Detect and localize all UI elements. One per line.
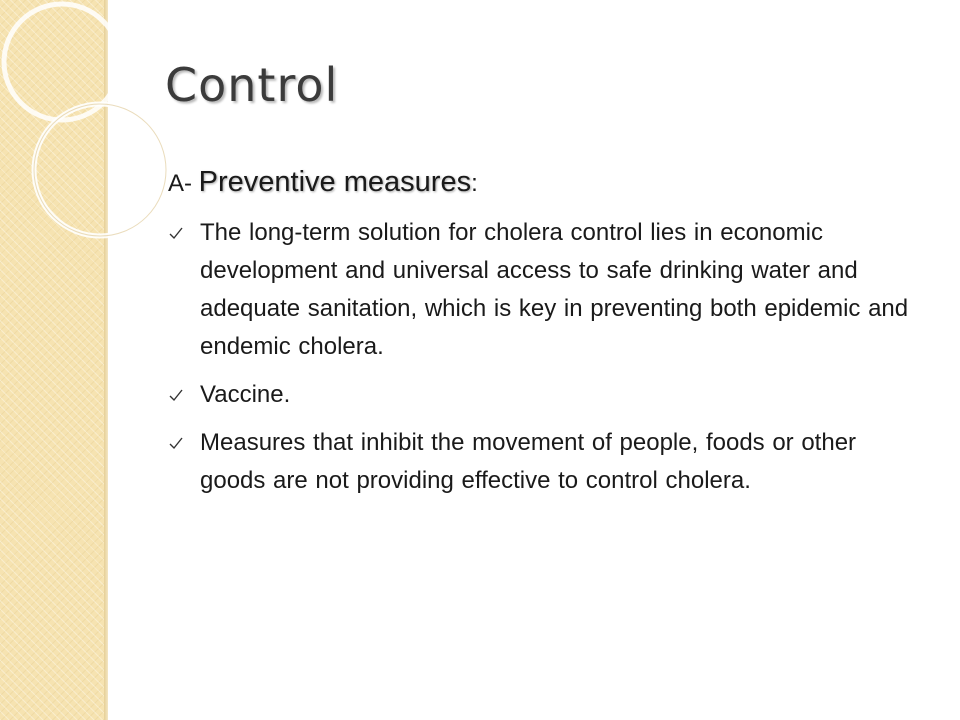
subheading-colon: :: [471, 170, 478, 197]
subheading-prefix: A-: [168, 170, 199, 197]
slide-title: Control: [165, 58, 339, 112]
bullet-text: Measures that inhibit the movement of people, foods or other goods are not providing effective to control cholera.: [200, 429, 857, 494]
subheading: [168, 166, 478, 199]
bullet-item: [168, 376, 928, 414]
checkmark-icon: [168, 387, 184, 403]
bullet-text: Vaccine.: [200, 381, 291, 408]
subheading-emphasis: Preventive measures: [198, 166, 472, 198]
checkmark-icon: [168, 225, 184, 241]
bullet-list: [168, 214, 928, 510]
bullet-text: The long-term solution for cholera control lies in economic development and universal access to safe drinking water and adequate sanitation, which is key in preventing both epidemic and endemic cholera.: [200, 219, 909, 360]
bullet-item: [168, 424, 928, 500]
bullet-item: [168, 214, 928, 366]
checkmark-icon: [168, 435, 184, 451]
